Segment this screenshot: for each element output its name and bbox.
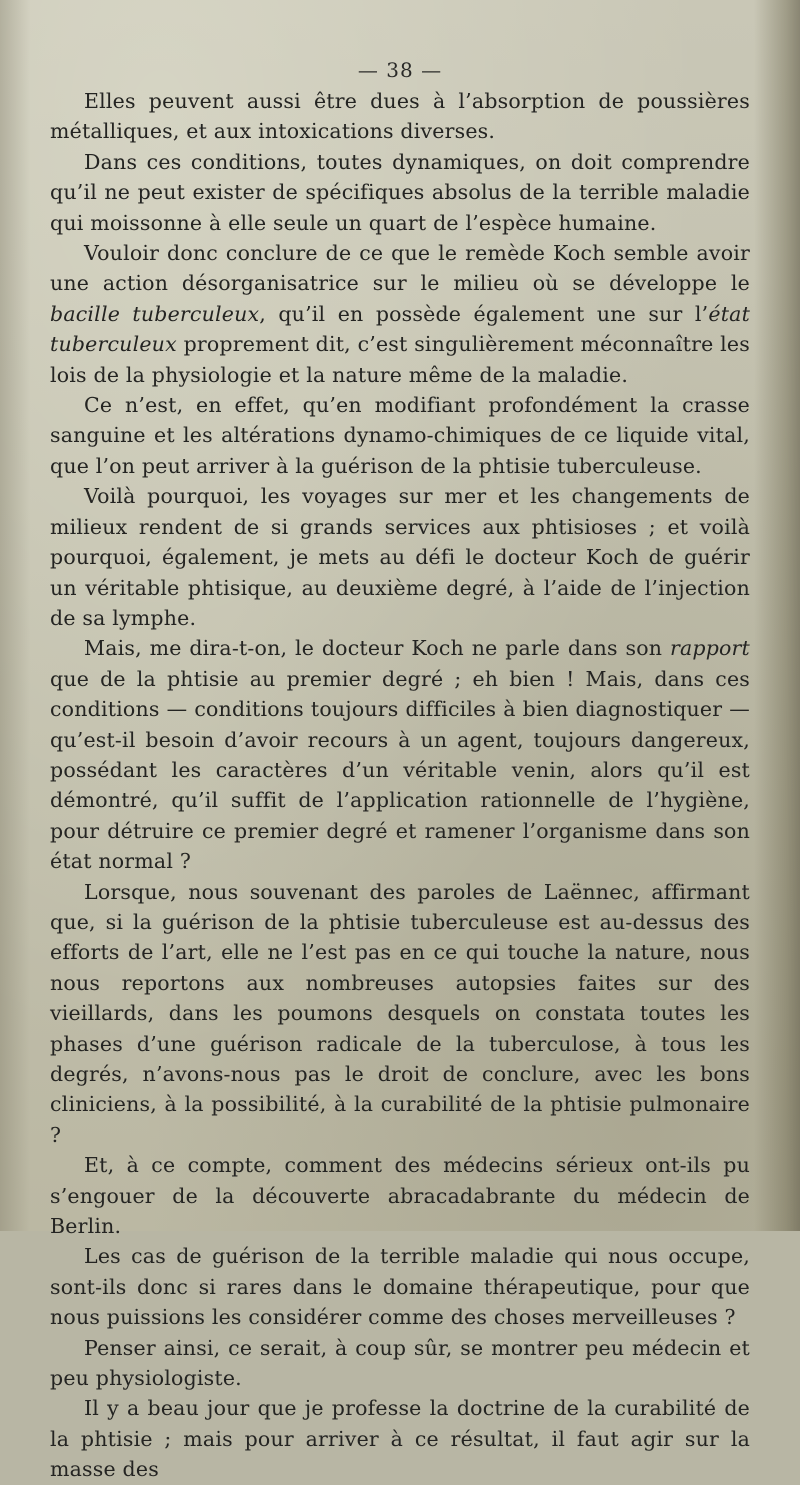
- text-segment: Penser ainsi, ce serait, à coup sûr, se montrer peu médecin et peu physiologiste.: [50, 1335, 750, 1391]
- italic-text-segment: bacille tuberculeux: [50, 301, 260, 326]
- paragraph: [50, 1333, 750, 1394]
- paragraph: [50, 481, 750, 633]
- text-segment: proprement dit, c’est singulièrement méconnaître les lois de la physiologie et la nature même de la maladie.: [50, 332, 750, 387]
- text-segment: Ce n’est, en effet, qu’en modifiant profondément la crasse sanguine et les altérations dynamo-chimiques de ce liquide vital, que l’on peut arriver à la guérison de la phtisie tuberculeuse.: [50, 393, 750, 478]
- text-segment: Et, à ce compte, comment des médecins sérieux ont-ils pu s’engouer de la découverte abracadabrante du médecin de Berlin.: [50, 1153, 750, 1239]
- page-edge-shadow-right: [754, 0, 800, 1231]
- body-text: [50, 86, 750, 1485]
- paragraph: [50, 147, 750, 238]
- paragraph: [50, 877, 750, 1151]
- paragraph: [50, 390, 750, 481]
- paragraph: [50, 86, 750, 147]
- text-segment: Les cas de guérison de la terrible maladie qui nous occupe, sont-ils donc si rares dans le domaine thérapeutique, pour que nous puissions les considérer comme des choses merveilleuses ?: [50, 1244, 750, 1330]
- paragraph: [50, 633, 750, 876]
- paragraph: [50, 1150, 750, 1241]
- italic-text-segment: rapport: [669, 636, 750, 661]
- text-segment: Voilà pourquoi, les voyages sur mer et les changements de milieux rendent de si grands services aux phtisioses ; et voilà pourquoi, également, je mets au défi le docteur Koch de guérir un véritable phtisique, au deuxième degré, à l’aide de l’injection de sa lymphe.: [50, 484, 750, 630]
- text-segment: Vouloir donc conclure de ce que le remède Koch semble avoir une action désorganisatrice sur le milieu où se développe le: [50, 241, 750, 296]
- paragraph: [50, 1393, 750, 1484]
- page-edge-shadow-left: [0, 0, 30, 1231]
- text-segment: Dans ces conditions, toutes dynamiques, on doit comprendre qu’il ne peut exister de spécifiques absolus de la terrible maladie qui moissonne à elle seule un quart de l’espèce humaine.: [50, 149, 750, 235]
- text-segment: Il y a beau jour que je professe la doctrine de la curabilité de la phtisie ; mais pour arriver à ce résultat, il faut agir sur la masse des: [50, 1396, 750, 1482]
- text-segment: Elles peuvent aussi être dues à l’absorption de poussières métalliques, et aux intoxications diverses.: [50, 89, 750, 144]
- paragraph: [50, 1241, 750, 1332]
- text-segment: que de la phtisie au premier degré ; eh bien ! Mais, dans ces conditions — conditions toujours difficiles à bien diagnostiquer — qu’est-il besoin d’avoir recours à un agent, toujours dangereux, possédant les caractères d’un véritable venin, alors qu’il est démontré, qu’il suffit de l’application rationnelle de l’hygiène, pour détruire ce premier degré et ramener l’organisme dans son état normal ?: [50, 666, 750, 874]
- page-number: — 38 —: [357, 58, 443, 82]
- text-segment: Lorsque, nous souvenant des paroles de Laënnec, affirmant que, si la guérison de la phtisie tuberculeuse est au-dessus des efforts de l’art, elle ne l’est pas en ce qui touche la nature, nous nous reportons aux nombreuses autopsies faites sur des vieillards, dans les poumons desquels on constata toutes les phases d’une guérison radicale de la tuberculose, à tous les degrés, n’avons-nous pas le droit de conclure, avec les bons cliniciens, à la possibilité, à la curabilité de la phtisie pulmonaire ?: [50, 879, 750, 1147]
- text-segment: Mais, me dira-t-on, le docteur Koch ne parle dans son: [84, 636, 670, 661]
- text-segment: , qu’il en possède également une sur l’: [259, 301, 709, 326]
- paragraph: [50, 238, 750, 390]
- italic-text-segment: état tuberculeux: [50, 301, 751, 357]
